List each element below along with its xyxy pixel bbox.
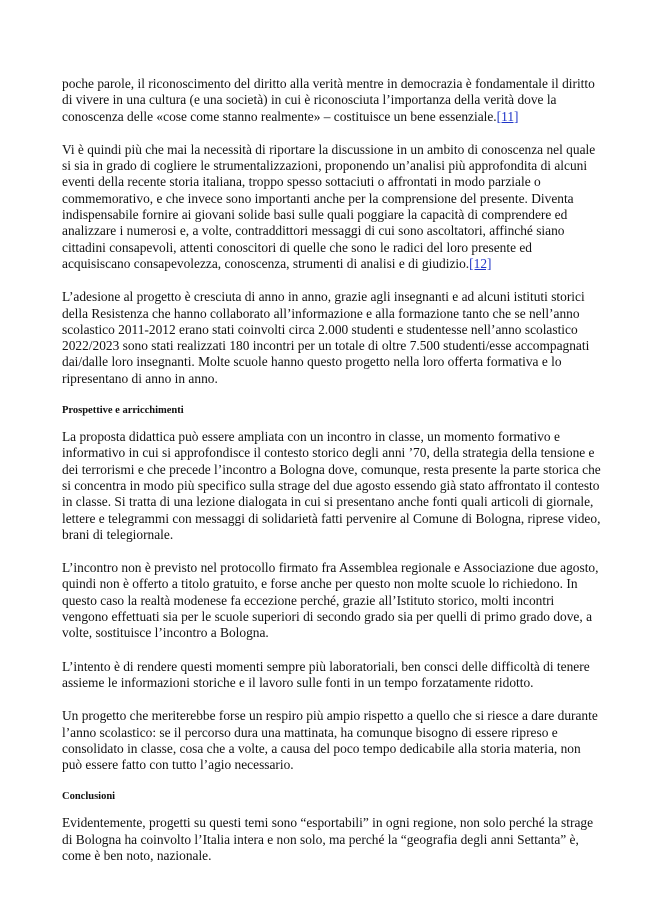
- section-heading-conclusioni: Conclusioni: [62, 791, 116, 803]
- footnote-link-11[interactable]: [11]: [496, 108, 519, 124]
- paragraph-3: L’adesione al progetto è cresciuta di anno in anno, grazie agli insegnanti e ad alcuni istituti storici della Resistenza che hanno collaborato all’informazione e alla formazione tanto che se nell’anno scolastico 2011-2012 erano stati coinvolti circa 2.000 studenti e studentesse nell’anno scolastico 2022/2023 sono stati realizzati 180 incontri per un totale di oltre 7.500 studenti/esse accompagnati dai/dalle loro insegnanti. Molte scuole hanno questo progetto nella loro offerta formativa e lo ripresentano di anno in anno.: [62, 289, 590, 386]
- paragraph-4: La proposta didattica può essere ampliata con un incontro in classe, un momento formativo e informativo in cui si approfondisce il contesto storico degli anni ’70, della strategia della tensione e dei terrorismi e che precede l’incontro a Bologna dove, comunque, resta presente la parte storica che si concentra in modo più specifico sulla strage del due agosto essendo già stato affrontato il contesto in classe. Si tratta di una lezione dialogata in cui si presentano anche fonti quali articoli di giornale, lettere e telegrammi con messaggi di solidarietà fatti pervenire al Comune di Bologna, riprese video, brani di telegiornale.: [62, 429, 601, 542]
- footnote-link-12[interactable]: [12]: [469, 255, 492, 271]
- paragraph-5: L’incontro non è previsto nel protocollo firmato fra Assemblea regionale e Associazione due agosto, quindi non è offerto a titolo gratuito, e forse anche per questo non molte scuole lo richiedono. In questo caso la realtà modenese fa eccezione perché, grazie all’Istituto storico, molti incontri vengono effettuati sia per le scuole superiori di secondo grado sia per quelli di primo grado dove, a volte, sostituisce l’incontro a Bologna.: [62, 560, 599, 641]
- paragraph-2: Vi è quindi più che mai la necessità di riportare la discussione in un ambito di conoscenza nel quale si sia in grado di cogliere le strumentalizzazioni, proponendo un’analisi più approfondita di alcuni eventi della recente storia italiana, troppo spesso sottaciuti o affrontati in modo parziale o commemorativo, e che invece sono importanti anche per la comprensione del presente. Diventa indispensabile fornire ai giovani solide basi sulle quali poggiare la capacità di comprendere ed analizzare i numerosi e, a volte, contraddittori messaggi di cui sono ascoltatori, affinché siano cittadini consapevoli, attenti conoscitori di quelle che sono le radici del loro presente ed acquisiscano consapevolezza, conoscenza, strumenti di analisi e di giudizio.[12]: [62, 141, 596, 271]
- document-page: [62, 76, 602, 864]
- section-heading-prospettive: Prospettive e arricchimenti: [62, 405, 184, 417]
- paragraph-7: Un progetto che meriterebbe forse un respiro più ampio rispetto a quello che si riesce a dare durante l’anno scolastico: se il percorso dura una mattinata, ha comunque bisogno di essere ripreso e consolidato in classe, cosa che a volte, a causa del poco tempo dedicabile alla storia materia, non può essere fatto con tutto l’agio necessario.: [62, 708, 598, 773]
- paragraph-6: L’intento è di rendere questi momenti sempre più laboratoriali, ben consci delle difficoltà di tenere assieme le informazioni storiche e il lavoro sulle fonti in un tempo forzatamente ridotto.: [62, 658, 590, 690]
- paragraph-1: poche parole, il riconoscimento del diritto alla verità mentre in democrazia è fondamentale il diritto di vivere in una cultura (e una società) in cui è riconosciuta l’importanza della verità dove la conoscenza delle «cose come stanno realmente» – costituisce un bene essenziale.[11]: [62, 76, 595, 124]
- paragraph-8: Evidentemente, progetti su questi temi sono “esportabili” in ogni regione, non solo perché la strage di Bologna ha coinvolto l’Italia intera e non solo, ma perché la “geografia degli anni Settanta” è, come è ben noto, nazionale.: [62, 815, 594, 863]
